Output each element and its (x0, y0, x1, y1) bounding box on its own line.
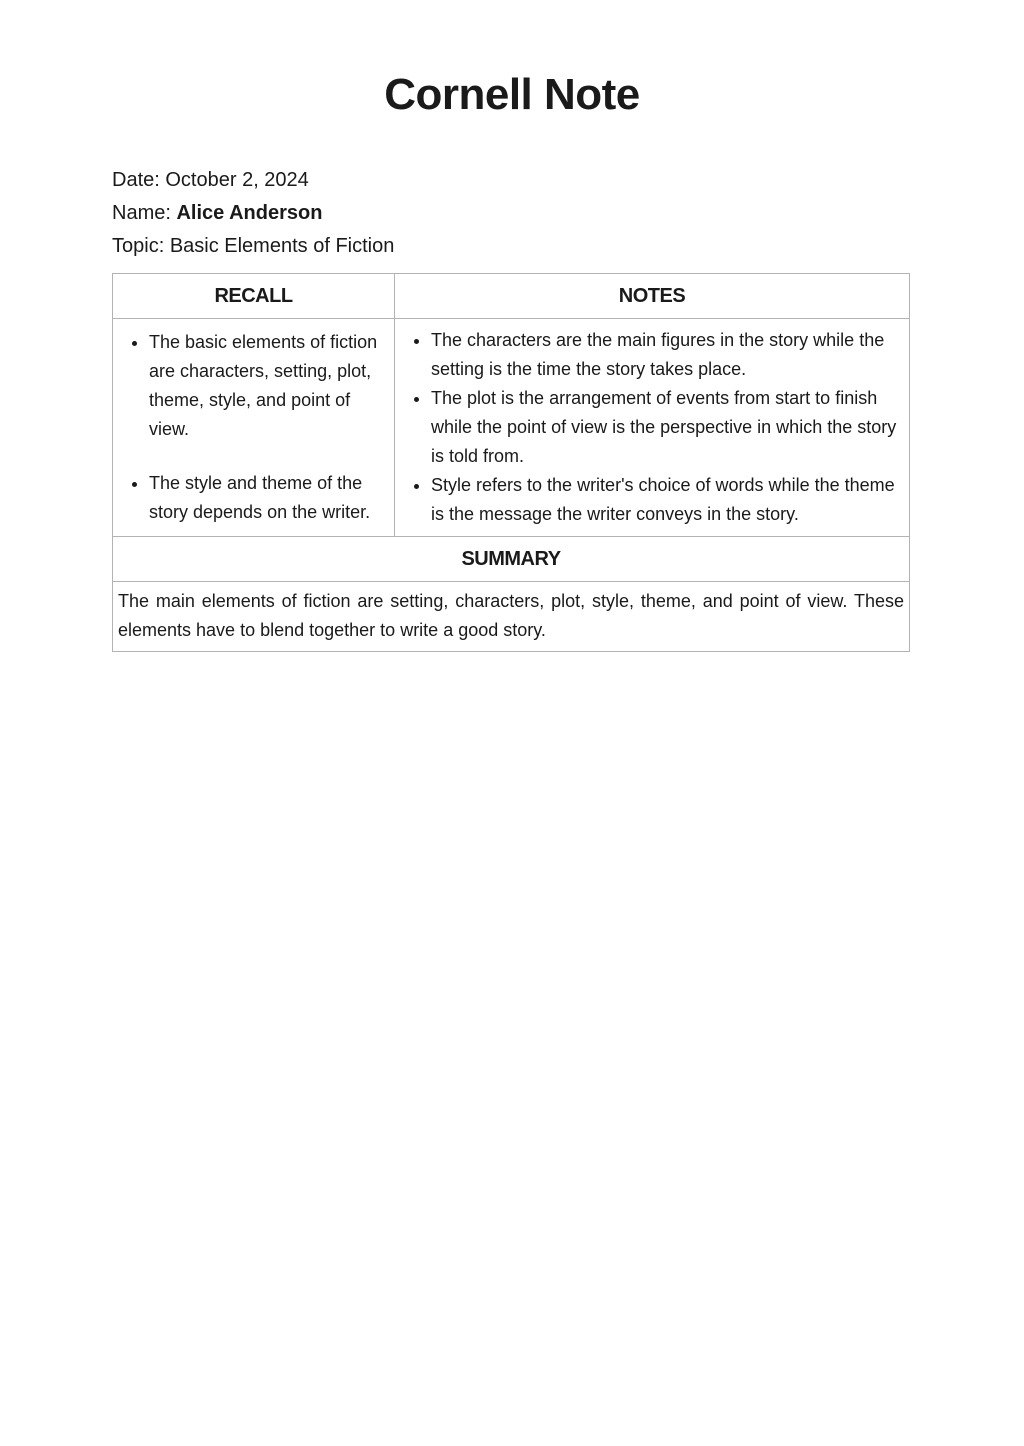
list-item: • The plot is the arrangement of events from start to finish while the point of view is the perspective in which the story is told from. (431, 384, 908, 471)
notes-header: NOTES (395, 274, 910, 319)
topic-label: Topic: (112, 235, 165, 257)
topic-value: Basic Elements of Fiction (169, 235, 395, 257)
topic-line (112, 230, 394, 263)
summary-header: SUMMARY (113, 537, 910, 582)
cornell-table (112, 273, 910, 652)
list-item: • Style refers to the writer's choice of words while the theme is the message the writer conveys in the story. (431, 471, 908, 529)
date-label: Date: (112, 169, 160, 191)
list-item: • The characters are the main figures in the story while the setting is the time the story takes place. (431, 326, 908, 384)
name-label: Name: (112, 202, 171, 224)
list-item: • The style and theme of the story depends on the writer. (149, 469, 393, 527)
notes-list (396, 320, 908, 535)
date-value: October 2, 2024 (165, 169, 309, 191)
date-line (112, 164, 394, 197)
list-item: • The basic elements of fiction are characters, setting, plot, theme, style, and point of view. (149, 328, 393, 444)
recall-cell (113, 319, 395, 537)
notes-cell (395, 319, 910, 537)
recall-header: RECALL (113, 274, 395, 319)
recall-list (114, 320, 393, 533)
page-title: Cornell Note (384, 70, 640, 119)
summary-text: The main elements of fiction are setting, characters, plot, style, theme, and point of view. These elements have to blend together to write a good story. (113, 582, 910, 652)
name-line (112, 197, 394, 230)
note-meta (112, 164, 394, 263)
name-value: Alice Anderson (176, 202, 323, 224)
